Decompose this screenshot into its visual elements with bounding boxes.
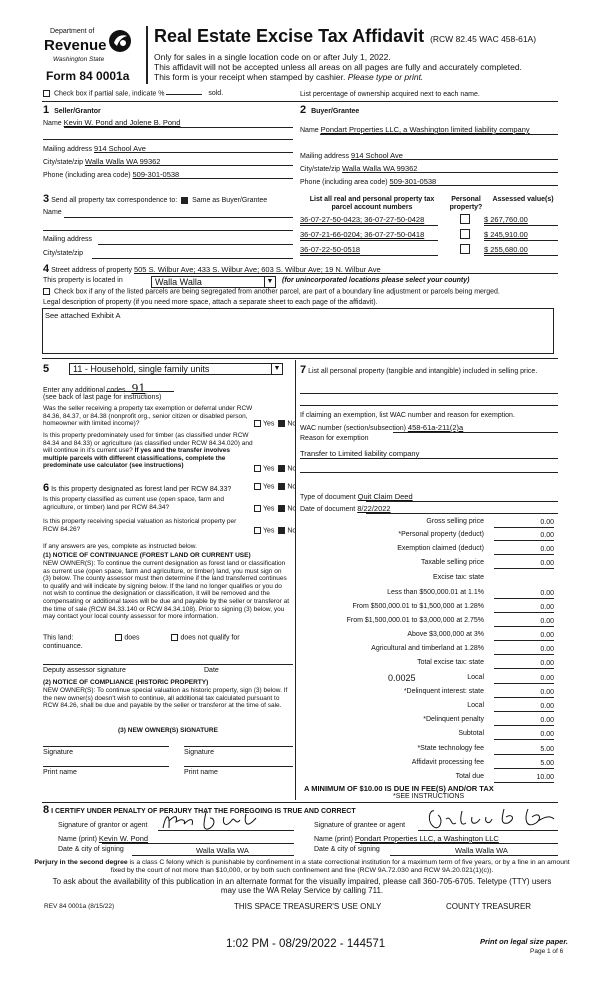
tax-row: Gross selling price 0.00 (426, 518, 554, 526)
grantee-date-value[interactable]: Walla Walla WA (455, 846, 508, 855)
seller-city-row: City/state/zip Walla Walla WA 99362 (43, 157, 161, 166)
tax-value[interactable]: 0.00 (494, 716, 554, 726)
historic-no-checkbox[interactable] (278, 527, 285, 534)
legal-label: Legal description of property (if you need more space, attach a separate sheet to each page of the affidavit). (43, 299, 378, 306)
tax-row: From $1,500,000.01 to $3,000,000 at 2.75% 0.00 (346, 617, 554, 625)
grantee-name[interactable]: Pondart Properties LLC, a Washington LLC (354, 834, 499, 843)
exemption-question: Was the seller receiving a property tax exemption or deferral under RCW 84.36, 84.37, or 84.38 (nonprofit org., senior citizen or disabled person, homeowner with limited income)? (43, 405, 253, 428)
grantor-date-value[interactable]: Walla Walla WA (196, 846, 249, 855)
grantee-signature-label: Signature of grantee or agent (314, 822, 406, 829)
buyer-phone-row: Phone (including area code) 509-301-0538 (300, 177, 437, 186)
seller-name[interactable]: Kevin W. Pond and Jolene B. Pond (63, 118, 181, 127)
does-qualify-checkbox[interactable] (115, 634, 122, 641)
legal-description-box[interactable] (42, 308, 554, 354)
deputy-date-label: Date (204, 667, 219, 674)
seller-name-row: Name Kevin W. Pond and Jolene B. Pond (43, 118, 181, 127)
parcel-value[interactable]: $ 255,680.00 (484, 245, 528, 254)
new-owner-signature-1: Signature (43, 749, 73, 756)
form-title-row (154, 26, 536, 47)
this-land-row: This land: does does not qualify for (43, 634, 240, 642)
seller-phone-row: Phone (including area code) 509-301-0538 (43, 170, 180, 179)
reason-value[interactable]: Transfer to Limited liability company (300, 449, 420, 458)
timber-no-checkbox[interactable] (278, 465, 285, 472)
tax-row: Agricultural and timberland at 1.28% 0.00 (371, 645, 554, 653)
see-instructions: *SEE INSTRUCTIONS (393, 793, 465, 800)
tax-row: Above $3,000,000 at 3% 0.00 (407, 631, 554, 639)
legal-description: See attached Exhibit A (45, 311, 121, 320)
tax-row: Local 0.00 (467, 674, 554, 682)
notice2-title: (2) NOTICE OF COMPLIANCE (HISTORIC PROPERTY) (43, 679, 209, 686)
docdate-row: Date of document 8/22/2022 (300, 504, 391, 513)
seller-heading: 1 Seller/Grantor (43, 104, 101, 116)
tax-row: From $500,000.01 to $1,500,000 at 1.28% 0.00 (352, 603, 554, 611)
print-on-legal: Print on legal size paper. (480, 937, 568, 946)
historic-question: Is this property receiving special valuation as historical property per RCW 84.26? (43, 518, 237, 533)
parcel-accounts[interactable]: 36-07-27-50-0423; 36-07-27-50-0428 (300, 215, 425, 224)
tax-row: *Delinquent interest: state 0.00 (403, 688, 554, 696)
tax-value[interactable]: 0.00 (494, 631, 554, 641)
buyer-name[interactable]: Pondart Properties LLC, a Washington limited liability company (320, 125, 530, 134)
dept-line3: Washington State (53, 56, 105, 63)
location-select-value: Walla Walla (155, 277, 202, 287)
personal-property-checkbox[interactable] (460, 244, 470, 254)
reason-label: Reason for exemption (300, 435, 369, 442)
partial-sale-row: Check box if partial sale, indicate % sold. (43, 90, 223, 97)
does-not-qualify-checkbox[interactable] (171, 634, 178, 641)
tax-value[interactable]: 0.00 (494, 659, 554, 669)
exemption-answer: Yes No (254, 420, 296, 427)
timber-answer: Yes No (254, 465, 296, 472)
grantor-name[interactable]: Kevin W. Pond (98, 834, 149, 843)
seller-mailing-row: Mailing address 914 School Ave (43, 144, 146, 153)
parcel-col-assessed: Assessed value(s) (492, 196, 554, 203)
grantee-name-row: Name (print) Pondart Properties LLC, a Washington LLC (314, 834, 499, 843)
forest-yes-checkbox[interactable] (254, 483, 261, 490)
seller-city[interactable]: Walla Walla WA 99362 (85, 157, 161, 166)
parcel-col-personal: Personal property? (449, 196, 483, 211)
partial-sale-checkbox[interactable] (43, 90, 50, 97)
continuance-label: continuance. (43, 643, 83, 650)
tax-row: *State technology fee 5.00 (417, 745, 554, 753)
tax-row: Taxable selling price 0.00 (420, 559, 554, 567)
perjury-statement: Perjury in the second degree is a class C felony which is punishable by confinement in a state correctional institution for a maximum term of five years, or by a fine in an amount fixed by the court of not more than $10,000, or by both such confinement and fine (RCW 9A.72.030 and RCW 9A.20.021(1)(c)). (34, 859, 570, 874)
tax-value[interactable]: 0.00 (494, 603, 554, 613)
exemption-no-checkbox[interactable] (278, 420, 285, 427)
chevron-down-icon[interactable]: ▼ (271, 364, 282, 374)
section3-name-label: Name (43, 209, 62, 216)
tax-row: Subtotal 0.00 (458, 730, 554, 738)
segregated-row: Check box if any of the listed parcels are being segregated from another parcel, are part of a boundary line adjustment or parcels being merged. (43, 288, 500, 295)
section6-note: If any answers are yes, complete as instructed below. (43, 543, 197, 550)
tax-row: Affidavit processing fee 5.00 (411, 759, 554, 767)
seller-mailing[interactable]: 914 School Ave (93, 144, 146, 153)
tax-value[interactable]: 5.00 (494, 759, 554, 769)
tax-row: Exemption claimed (deduct) 0.00 (397, 545, 554, 553)
county-treasurer: COUNTY TREASURER (446, 902, 532, 911)
forest-question: 6 Is this property designated as forest land per RCW 84.33? (43, 482, 232, 494)
notice1-text: NEW OWNER(S): To continue the current designation as forest land or classification as current use (open space, farm and agriculture, or timber) land, you must sign on (3) below. The county assessor must then determine if the land transferred continues to qualify and will indicate by signing below. If the land no longer qualifies or you do not wish to continue the designation or classification, it will be removed and the compensating or additional taxes will be due and payable by the seller or transferor at the time of sale (RCW 84.33.140 or RCW 84.34.108). Prior to signing (3) below, you may contact your local county assessor for more information. (43, 560, 290, 621)
personal-property-checkbox[interactable] (460, 214, 470, 224)
tax-value[interactable]: 5.00 (494, 745, 554, 755)
grantor-name-row: Name (print) Kevin W. Pond (58, 834, 149, 843)
historic-answer: Yes No (254, 527, 296, 534)
dept-line2: Revenue (44, 37, 107, 54)
tax-value[interactable]: 0.00 (494, 589, 554, 599)
forest-no-checkbox[interactable] (278, 483, 285, 490)
land-use-select[interactable] (69, 363, 283, 375)
minimum-due: A MINIMUM OF $10.00 IS DUE IN FEE(S) AND/OR TAX (304, 784, 494, 793)
located-note: (for unincorporated locations please select your county) (282, 277, 470, 284)
page-number: Page 1 of 6 (530, 948, 564, 955)
dor-seal-icon (108, 29, 132, 53)
recording-stamp: 1:02 PM - 08/29/2022 - 144571 (226, 938, 386, 950)
segregated-checkbox[interactable] (43, 288, 50, 295)
section5-number: 5 (43, 363, 50, 375)
additional-codes[interactable]: 91 (131, 382, 146, 395)
tax-row: Total excise tax: state 0.00 (417, 659, 554, 667)
current-use-no-checkbox[interactable] (278, 505, 285, 512)
tax-row: *Delinquent penalty 0.00 (423, 716, 554, 724)
parcel-accounts[interactable]: 36-07-21-66-0204; 36-07-27-50-0418 (300, 230, 425, 239)
codes-note: (see back of last page for instructions) (43, 394, 162, 401)
dor-logo (44, 25, 134, 65)
buyer-city-row: City/state/zip Walla Walla WA 99362 (300, 164, 418, 173)
parcel-col-accounts: List all real and personal property tax parcel account numbers (309, 196, 435, 211)
tax-value[interactable]: 0.00 (494, 730, 554, 740)
same-as-buyer-checkbox[interactable] (181, 197, 188, 204)
tax-row: Excise tax: state (433, 574, 484, 581)
form-title: Real Estate Excise Tax Affidavit (154, 26, 425, 46)
current-use-question: Is this property classified as current use (open space, farm and agriculture, or timber) land per RCW 84.34? (43, 496, 225, 511)
header-line1: Only for sales in a single location code on or after July 1, 2022. (154, 52, 391, 62)
header-line3: This form is your receipt when stamped by cashier. Please type or print. (154, 72, 424, 82)
personal-property-checkbox[interactable] (460, 229, 470, 239)
doctype-row: Type of document Quit Claim Deed (300, 492, 413, 501)
seller-phone[interactable]: 509-301-0538 (132, 170, 180, 179)
exemption-yes-checkbox[interactable] (254, 420, 261, 427)
chevron-down-icon[interactable]: ▼ (264, 277, 275, 287)
local-rate: 0.0025 (388, 673, 416, 683)
grantee-date-label: Date & city of signing (314, 846, 380, 853)
tax-value[interactable]: 10.00 (494, 773, 554, 783)
parcel-value[interactable]: $ 267,760.00 (484, 215, 528, 224)
accessibility-note: To ask about the availability of this publication in an alternate format for the visually impaired, please call 360-705-6705. Teletype (TTY) users may use the WA Relay Service by calling 711. (52, 877, 552, 895)
section3-mailing-label: Mailing address (43, 236, 93, 243)
tax-value[interactable]: 0.00 (494, 688, 554, 698)
parcel-value[interactable]: $ 245,910.00 (484, 230, 528, 239)
form-number: Form 84 0001a (46, 69, 130, 83)
buyer-name-row: Name Pondart Properties LLC, a Washington limited liability company (300, 125, 530, 134)
wac-number[interactable]: 458-61a-211(2)a (407, 423, 464, 432)
new-owner-print-2: Print name (184, 769, 218, 776)
dept-line1: Department of (50, 28, 95, 35)
buyer-mailing[interactable]: 914 School Ave (350, 151, 403, 160)
exemption-instruction: If claiming an exemption, list WAC number and reason for exemption. (300, 412, 515, 419)
tax-value[interactable]: 0.00 (494, 545, 554, 555)
tax-value[interactable]: 0.00 (494, 617, 554, 627)
timber-yes-checkbox[interactable] (254, 465, 261, 472)
treasurer-use: THIS SPACE TREASURER'S USE ONLY (234, 902, 382, 911)
buyer-heading: 2 Buyer/Grantee (300, 104, 360, 116)
tax-row: *Personal property (deduct) 0.00 (398, 531, 554, 539)
section7-heading: 7 List all personal property (tangible and intangible) included in selling price. (300, 364, 538, 376)
buyer-mailing-row: Mailing address 914 School Ave (300, 151, 403, 160)
street-address[interactable]: 505 S. Wilbur Ave; 433 S. Wilbur Ave; 603 S. Wilbur Ave; 19 N. Wilbur Ave (133, 265, 381, 274)
tax-value[interactable]: 0.00 (494, 674, 554, 684)
forest-answer: Yes No (254, 483, 296, 490)
tax-value[interactable]: 0.00 (494, 702, 554, 712)
form-statute: (RCW 82.45 WAC 458-61A) (430, 34, 537, 44)
docdate-value[interactable]: 8/22/2022 (357, 504, 391, 513)
located-label: This property is located in (43, 277, 123, 284)
codes-row: Enter any additional codes 91 (43, 382, 146, 395)
buyer-city[interactable]: Walla Walla WA 99362 (342, 164, 418, 173)
timber-question: Is this property predominately used for timber (as classified under RCW 84.34 and 84.33) or agriculture (as classified under RCW 84.34.020) and will continue in it's current use? If yes and the transfer involves multiple parcels with different classifications, complete the predominate use calculator (see instructions) (43, 432, 253, 470)
revision: REV 84 0001a (8/15/22) (44, 903, 115, 910)
wac-row: WAC number (section/subsection) 458-61a-211(2)a (300, 423, 464, 432)
new-owner-print-1: Print name (43, 769, 77, 776)
tax-value[interactable]: 0.00 (494, 531, 554, 541)
location-select[interactable] (151, 276, 276, 288)
street-row: 4 Street address of property 505 S. Wilbur Ave; 433 S. Wilbur Ave; 603 S. Wilbur Ave; 19 N. Wilbur Ave (43, 263, 381, 275)
header-line2: This affidavit will not be accepted unless all areas on all pages are fully and accurately completed. (154, 62, 522, 72)
tax-row: Less than $500,000.01 at 1.1% 0.00 (387, 589, 554, 597)
grantor-date-label: Date & city of signing (58, 846, 124, 853)
section3-heading: 3 Send all property tax correspondence to: Same as Buyer/Grantee (43, 193, 268, 205)
tax-value[interactable]: 0.00 (494, 645, 554, 655)
ownership-note: List percentage of ownership acquired next to each name. (300, 91, 480, 98)
tax-value[interactable]: 0.00 (494, 518, 554, 528)
notice1-title: (1) NOTICE OF CONTINUANCE (FOREST LAND OR CURRENT USE) (43, 552, 251, 559)
grantor-signature-label: Signature of grantor or agent (58, 822, 148, 829)
new-owner-signature-2: Signature (184, 749, 214, 756)
land-use-value: 11 - Household, single family units (73, 364, 210, 374)
parcel-accounts[interactable]: 36-07-22-50-0518 (300, 245, 361, 254)
notice2-text: NEW OWNER(S): To continue special valuation as historic property, sign (3) below. If the new owner(s) doesn't wish to continue, all additional tax calculated pursuant to RCW 84.26, shall be due and payable by the seller or transferor at the time of sale. (43, 687, 288, 710)
buyer-phone[interactable]: 509-301-0538 (389, 177, 437, 186)
section3-city-label: City/state/zip (43, 250, 84, 257)
certify-row: 8 I CERTIFY UNDER PENALTY OF PERJURY THAT THE FOREGOING IS TRUE AND CORRECT (43, 804, 356, 816)
doctype-value[interactable]: Quit Claim Deed (357, 492, 413, 501)
current-use-answer: Yes No (254, 505, 296, 512)
tax-value[interactable]: 0.00 (494, 559, 554, 569)
tax-row: Total due 10.00 (455, 773, 554, 781)
current-use-yes-checkbox[interactable] (254, 505, 261, 512)
deputy-signature-label: Deputy assessor signature (43, 667, 126, 674)
new-owner-signature-title: (3) NEW OWNER(S) SIGNATURE (118, 727, 218, 734)
historic-yes-checkbox[interactable] (254, 527, 261, 534)
tax-row: Local 0.00 (467, 702, 554, 710)
